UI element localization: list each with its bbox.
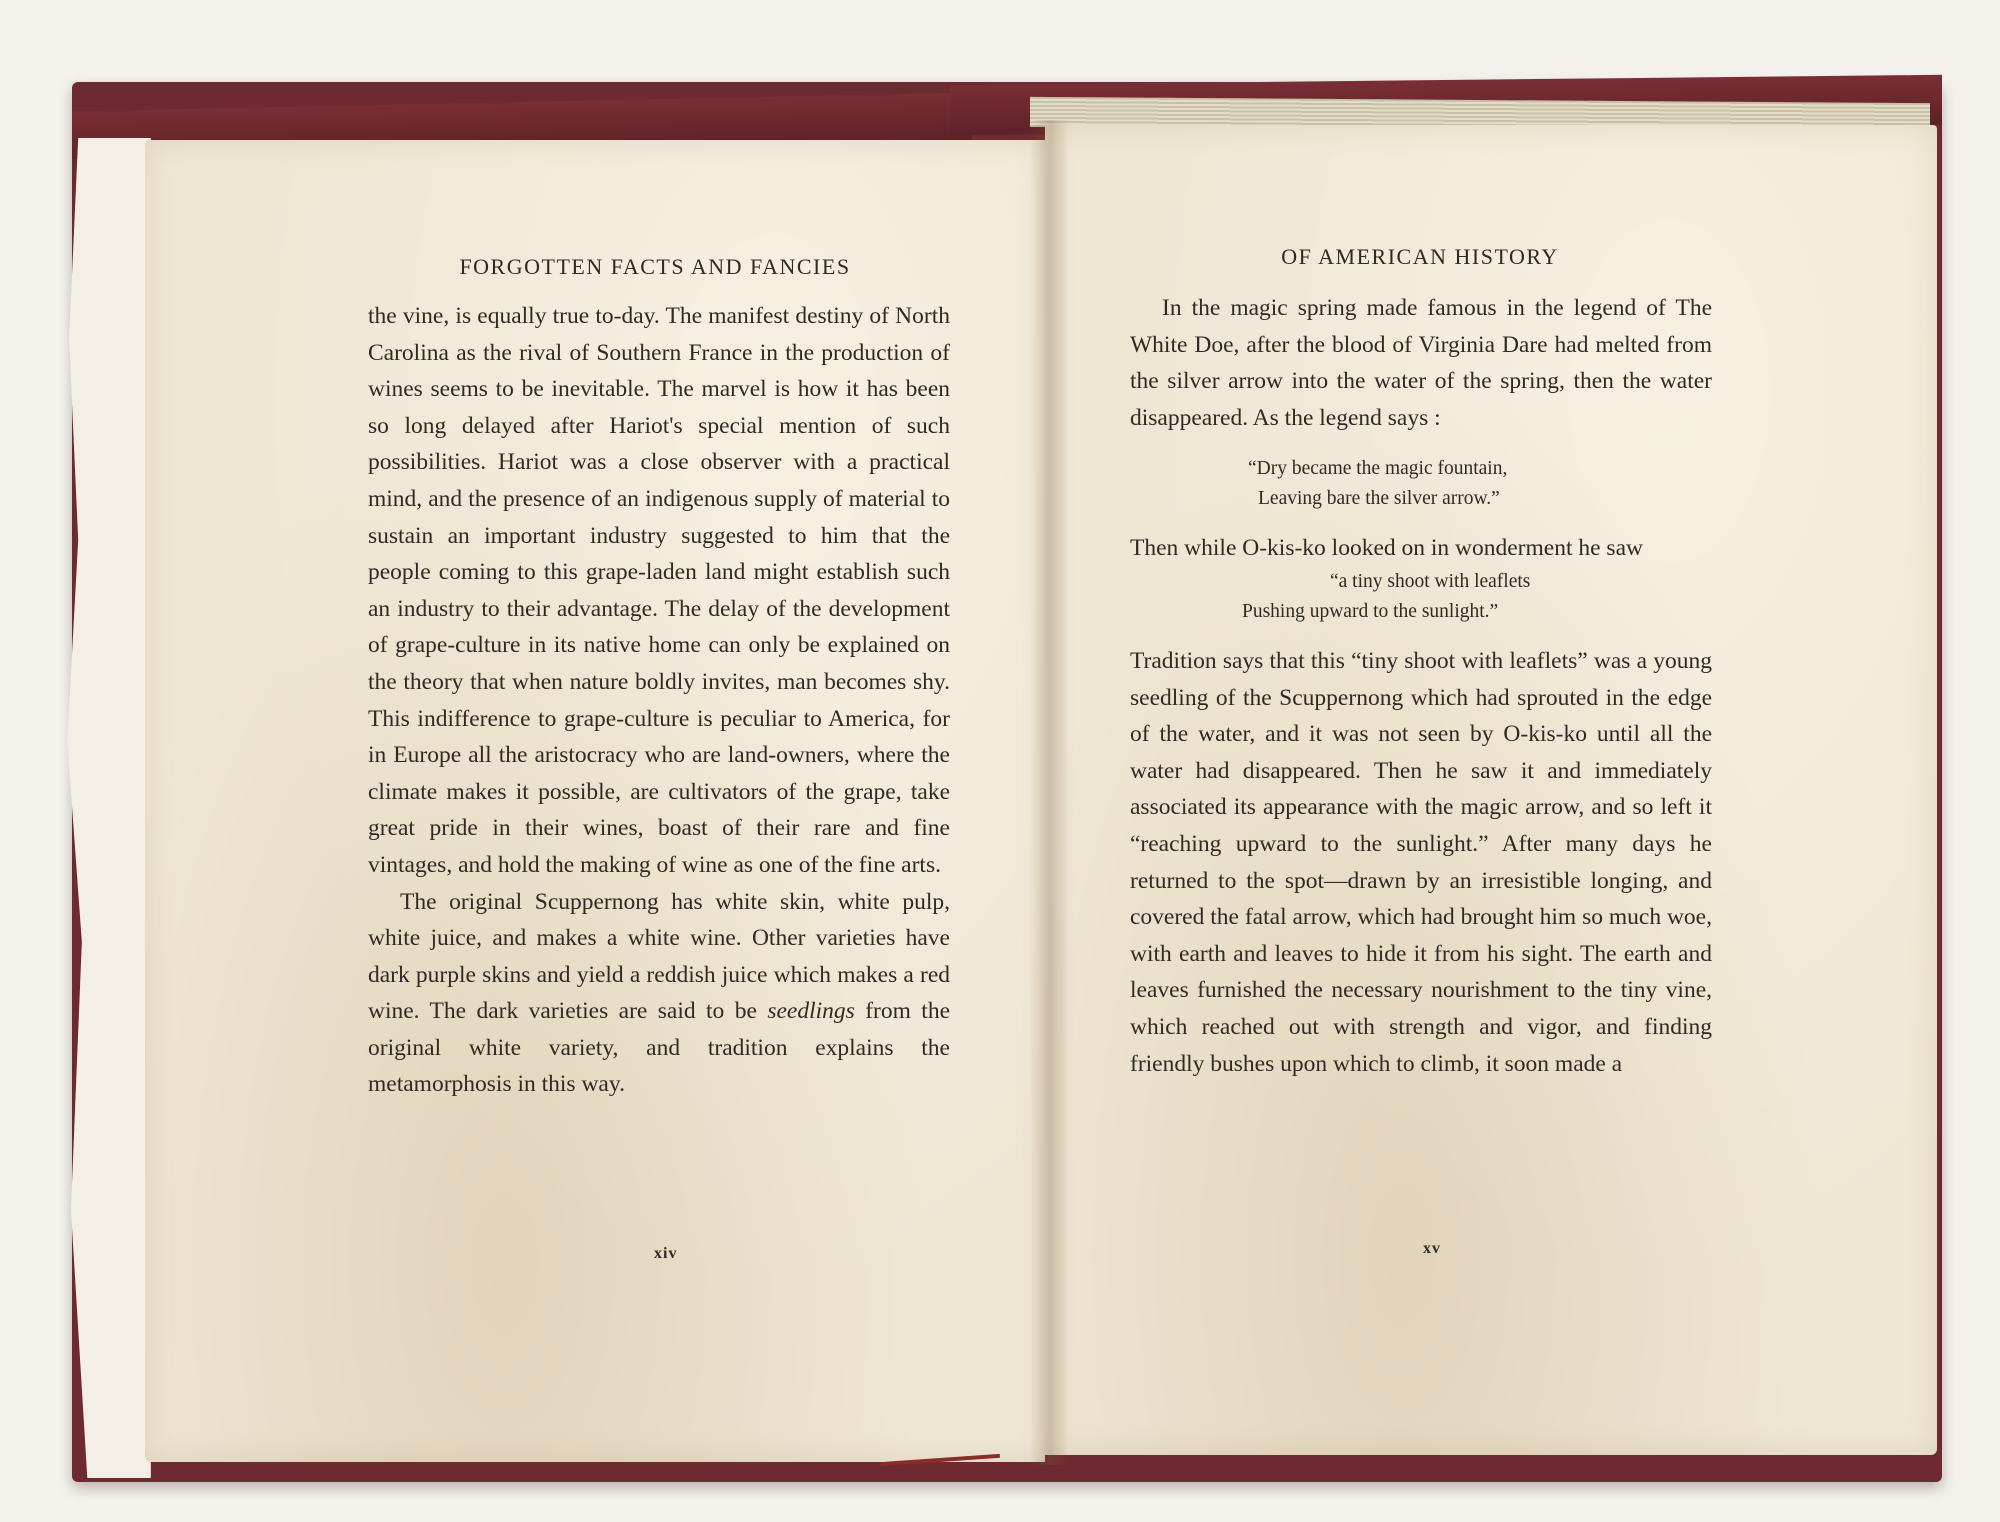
- right-page-number: xv: [1423, 1240, 1441, 1257]
- verse-quote-2: [1130, 567, 1712, 627]
- verse-line: Leaving bare the silver arrow.”: [1258, 488, 1500, 510]
- verse-quote-1: [1130, 454, 1712, 514]
- right-page-text: [1130, 290, 1712, 1082]
- left-paragraph-2: [368, 884, 950, 1104]
- verse-line: “Dry became the magic fountain,: [1248, 458, 1508, 480]
- left-paragraph-1: the vine, is equally true to-day. The manifest destiny of North Carolina as the rival of Southern France in the production of wines seems to be inevitable. The marvel is how it has been so long delayed after Hariot's special mention of such possibilities. Hariot was a close observer with a practical mind, and the presence of an indigenous supply of material to sustain an important industry suggested to him that the people coming to this grape-laden land might establish such an industry to their advantage. The delay of the development of grape-culture in its native home can only be explained on the theory that when nature boldly invites, man becomes shy. This indifference to grape-culture is peculiar to America, for in Europe all the aristocracy who are land-owners, where the climate makes it possible, are cultivators of the grape, take great pride in their wines, boast of their rare and fine vintages, and hold the making of wine as one of the fine arts.: [368, 303, 950, 878]
- para2-text-after: from the original white variety, and tradition explains the metamorphosis in this way.: [368, 998, 950, 1098]
- right-running-head: OF AMERICAN HISTORY: [1281, 244, 1559, 269]
- para2-text-before: The original Scuppernong has white skin, white pulp, white juice, and makes a white wine. Other varieties have dark purple skins and yield a reddish juice which makes a red wine. The dark varieties are said to be: [368, 888, 950, 1025]
- verse-line: Pushing upward to the sunlight.”: [1242, 600, 1499, 622]
- left-page-number: xiv: [654, 1245, 678, 1262]
- book-gutter: [1030, 120, 1070, 1465]
- left-page-text: [368, 298, 950, 1103]
- right-paragraph-2: Then while O-kis-ko looked on in wonderment he saw: [1130, 535, 1643, 562]
- verse-line: “a tiny shoot with leaflets: [1330, 570, 1531, 592]
- right-paragraph-3: Tradition says that this “tiny shoot with leaflets” was a young seedling of the Scuppernong which had sprouted in the edge of the water, and it was not seen by O-kis-ko until all the water had disappeared. Then he saw it and immediately associated its appearance with the magic arrow, and so left it “reaching upward to the sunlight.” After many days he returned to the spot—drawn by an irresistible longing, and covered the fatal arrow, which had brought him so much woe, with earth and leaves to hide it from his sight. The earth and leaves furnished the necessary nourishment to the tiny vine, which reached out with strength and vigor, and finding friendly bushes upon which to climb, it soon made a: [1130, 647, 1712, 1077]
- para2-emphasis: seedlings: [767, 998, 855, 1025]
- right-paragraph-1: In the magic spring made famous in the legend of The White Doe, after the blood of Virginia Dare had melted from the silver arrow into the water of the spring, then the water disappeared. As the legend says :: [1130, 295, 1712, 431]
- left-running-head: FORGOTTEN FACTS AND FANCIES: [459, 254, 851, 279]
